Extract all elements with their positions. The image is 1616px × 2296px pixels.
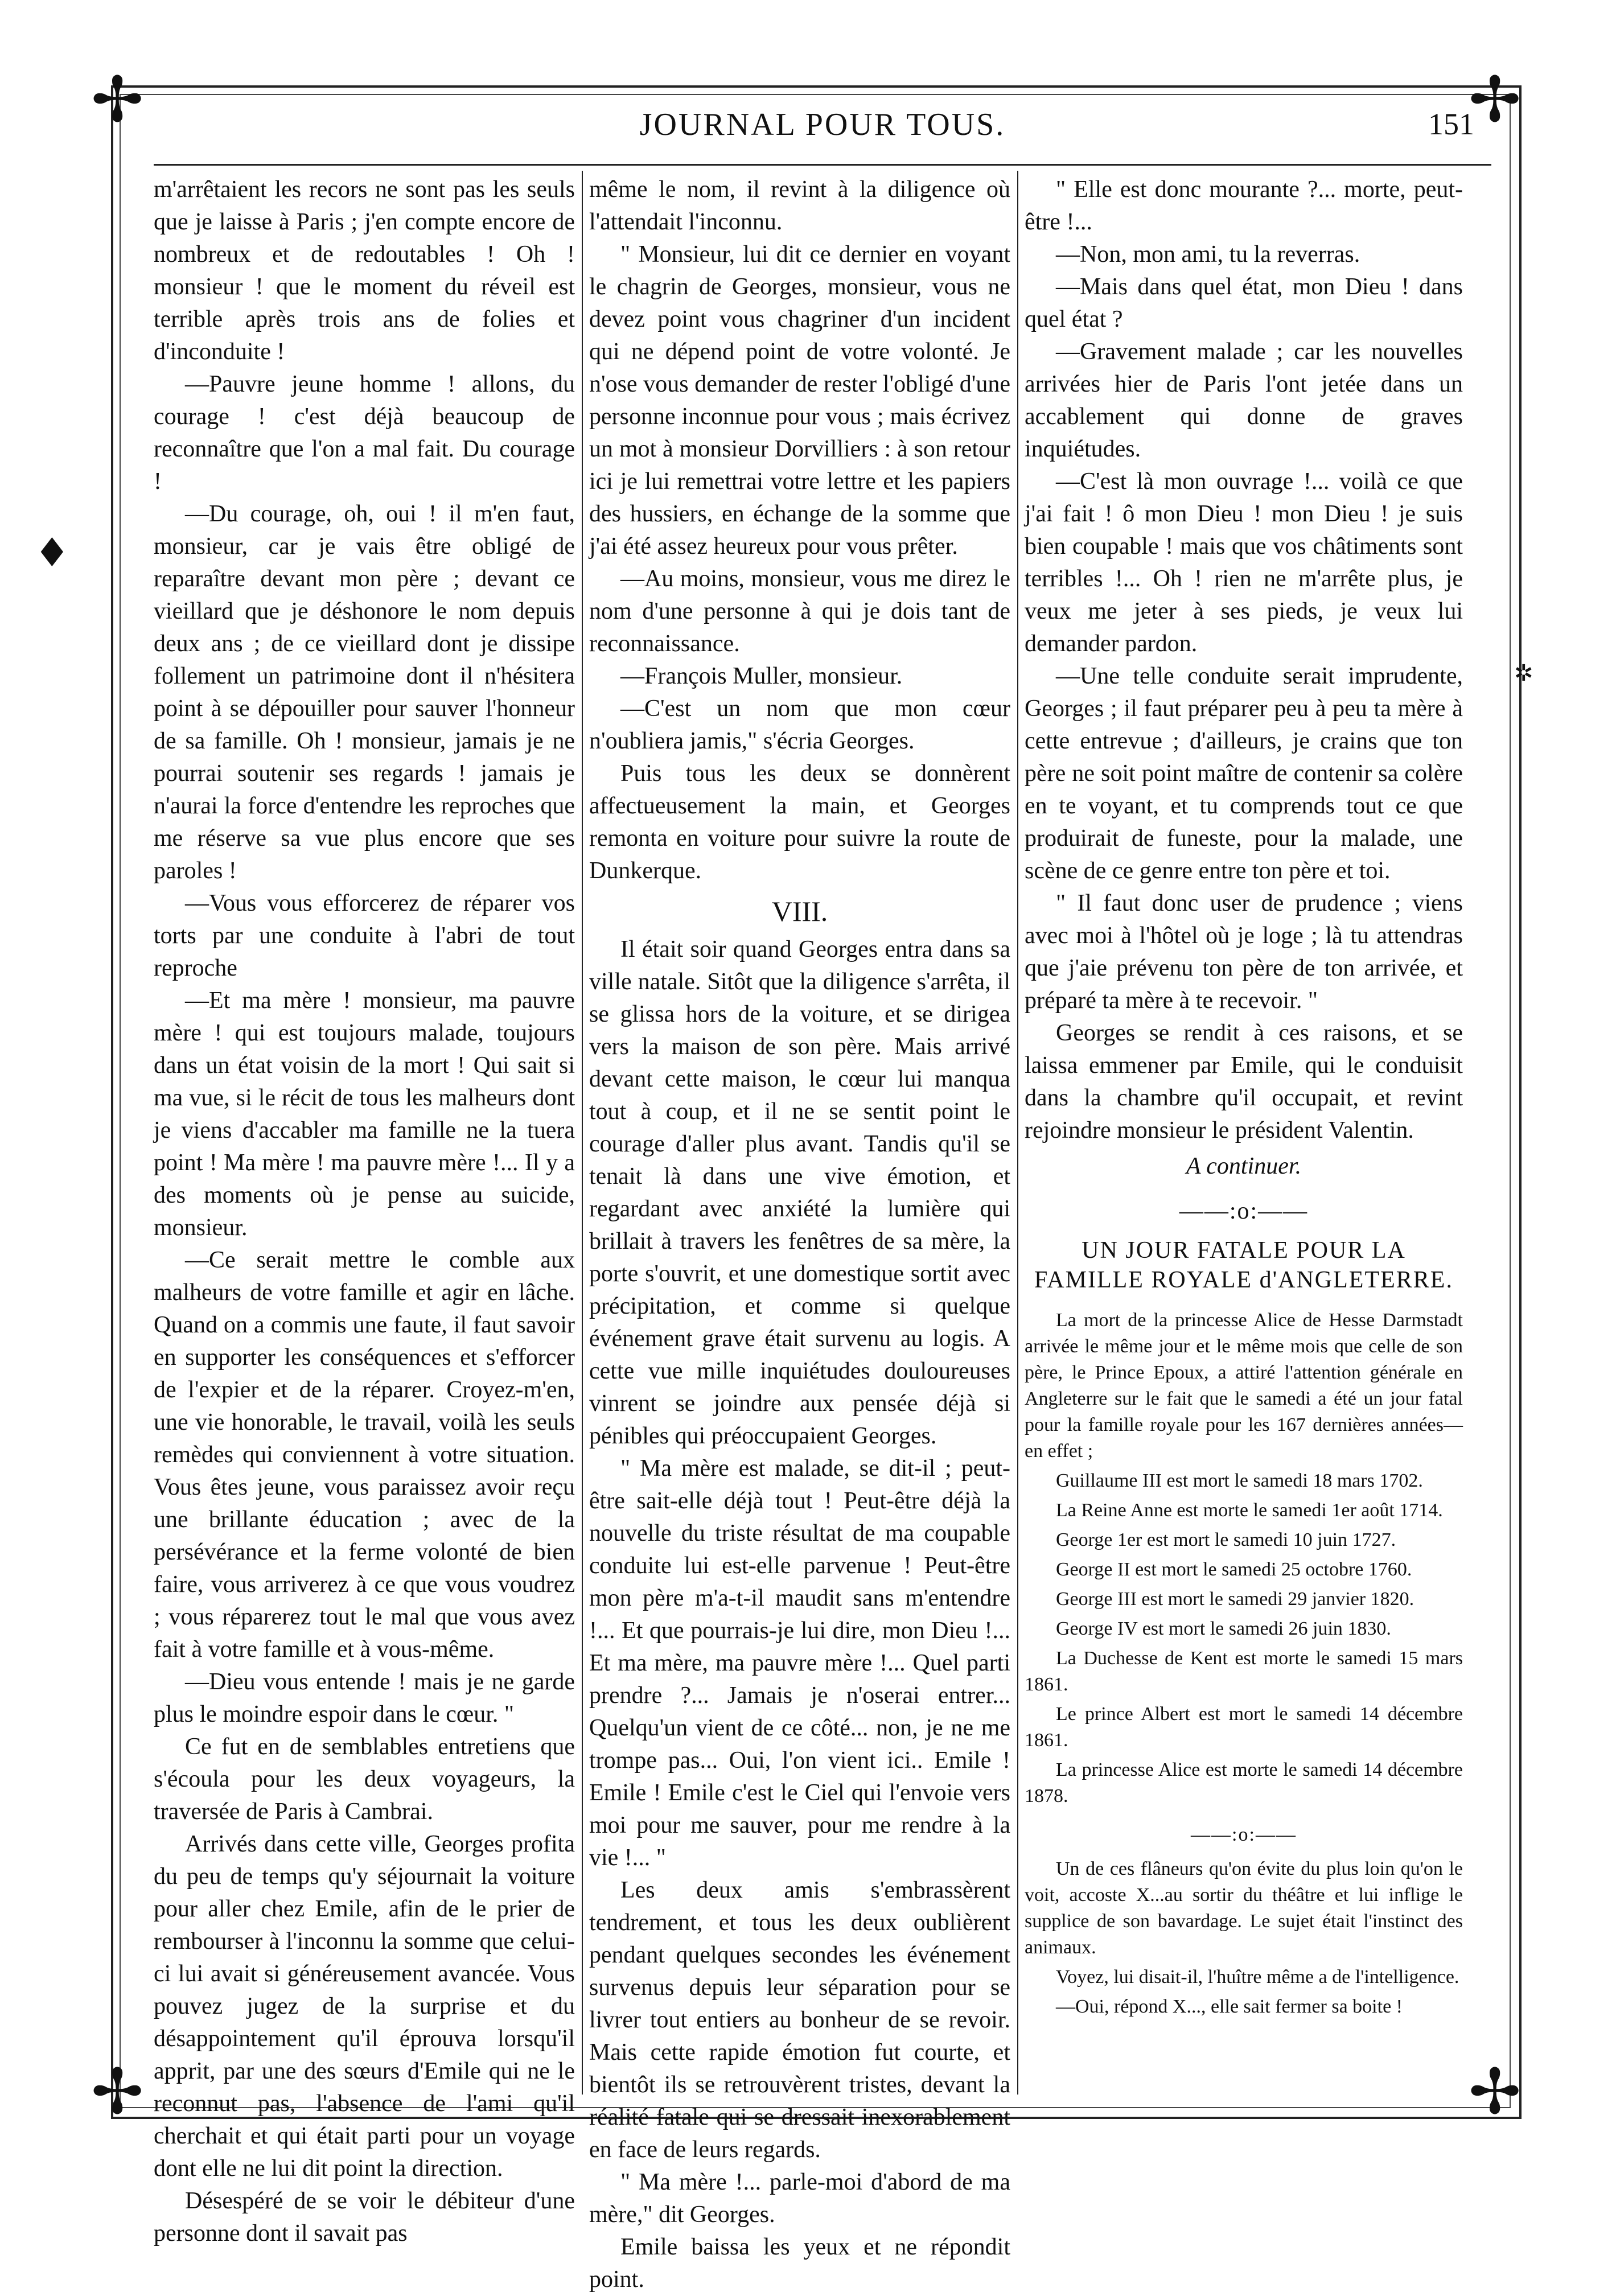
paragraph: Désespéré de se voir le débiteur d'une personne dont il savait pas bbox=[154, 2188, 575, 2246]
paragraph: —Du courage, oh, oui ! il m'en faut, monsieur, car je vais être obligé de reparaître devant mon père ; devant ce vieillard que je déshonore le nom depuis deux ans ; de ce vieillard dont je dissipe follement un patrimoine dont il n'hésitera point à se dépouiller pour sauver l'honneur de sa famille. Oh ! monsieur, jamais je ne pourrai soutenir ses regards ! jamais je n'aurai la force d'entendre les reproches que me réserve sa vue plus encore que ses paroles ! bbox=[154, 501, 575, 884]
to-be-continued: A continuer. bbox=[1186, 1153, 1302, 1179]
paragraph: —Ce serait mettre le comble aux malheurs de votre famille et agir en lâche. Quand on a commis une faute, il faut savoir en supporter les conséquences et s'efforcer de l'expier et de la réparer. Croyez-m'en, une vie honorable, le travail, voilà les seuls remèdes qui conviennent à votre situation. Vous êtes jeune, vous paraissez avoir reçu une brillante éducation ; avec de la persévérance et la ferme volonté de bien faire, vous arriverez à ce que vous voudrez ; vous réparerez tout le mal que vous avez fait à votre famille et à vous-même. bbox=[154, 1247, 575, 1663]
article-title-line: FAMILLE ROYALE d'ANGLETERRE. bbox=[1034, 1267, 1453, 1293]
list-item: Le prince Albert est mort le samedi 14 décembre 1861. bbox=[1025, 1704, 1463, 1751]
paragraph: Georges se rendit à ces raisons, et se laissa emmener par Emile, qui le conduisit dans la chambre qu'il occupait, et revint rejoindre monsieur le président Valentin. bbox=[1025, 1020, 1463, 1143]
paragraph: Puis tous les deux se donnèrent affectueusement la main, et Georges remonta en voiture pour suivre la route de Dunkerque. bbox=[589, 760, 1010, 884]
list-item: La Reine Anne est morte le samedi 1er août 1714. bbox=[1056, 1500, 1443, 1521]
paragraph: —C'est un nom que mon cœur n'oubliera jamis," s'écria Georges. bbox=[589, 696, 1010, 754]
article-title-line: UN JOUR FATALE POUR LA bbox=[1082, 1237, 1406, 1264]
paragraph: —Pauvre jeune homme ! allons, du courage ! c'est déjà beaucoup de reconnaître que l'on a mal fait. Du courage ! bbox=[154, 371, 575, 495]
paragraph: " Elle est donc mourante ?... morte, peut-être !... bbox=[1025, 176, 1463, 235]
article-title bbox=[1025, 1236, 1463, 1295]
paragraph: Il était soir quand Georges entra dans sa ville natale. Sitôt que la diligence s'arrêta, il se glissa hors de la voiture, et se dirigea vers la maison de son père. Mais arrivé devant cette maison, le cœur lui manqua tout à coup, et il ne se sentit point le courage d'aller plus avant. Tandis qu'il se tenait là dans une vive émotion, et regardant avec anxiété la lumière qui brillait à travers les fenêtres de sa mère, la porte s'ouvrit, et une domestique sortit avec précipitation, et comme si quelque événement grave était survenu au logis. A cette vue mille inquiétudes douloureuses vinrent se joindre aux pensée déjà si pénibles qui préoccupaient Georges. bbox=[589, 936, 1010, 1449]
article-body bbox=[1025, 1307, 1463, 2020]
paragraph: Un de ces flâneurs qu'on évite du plus loin qu'on le voit, accoste X...au sortir du théâtre et lui inflige le supplice de son bavardage. Le sujet était l'instinct des animaux. bbox=[1025, 1858, 1463, 1958]
left-margin-ornament-icon: ♦ bbox=[34, 529, 70, 576]
corner-ornament-bottom-left: ✢ bbox=[91, 2055, 144, 2128]
list-item: La princesse Alice est morte le samedi 14 décembre 1878. bbox=[1025, 1759, 1463, 1807]
text-column-3 bbox=[1025, 174, 1463, 2092]
paragraph: —C'est là mon ouvrage !... voilà ce que j'ai fait ! ô mon Dieu ! mon Dieu ! je suis bien coupable ! mais que vos châtiments sont terribles !... Oh ! rien ne m'arrête plus, je veux me jeter à ses pieds, je veux lui demander pardon. bbox=[1025, 468, 1463, 657]
paragraph: —Non, mon ami, tu la reverras. bbox=[1056, 241, 1360, 268]
paragraph: —Oui, répond X..., elle sait fermer sa boite ! bbox=[1056, 1996, 1403, 2017]
paragraph: —Vous vous efforcerez de réparer vos torts par une conduite à l'abri de tout reproche bbox=[154, 890, 575, 981]
paragraph: —François Muller, monsieur. bbox=[620, 663, 903, 689]
text-column-1 bbox=[154, 174, 575, 2246]
paragraph: —Gravement malade ; car les nouvelles arrivées hier de Paris l'ont jetée dans un accablement qui donne de graves inquiétudes. bbox=[1025, 339, 1463, 462]
paragraph: —Mais dans quel état, mon Dieu ! dans quel état ? bbox=[1025, 274, 1463, 332]
paragraph: même le nom, il revint à la diligence où l'attendait l'inconnu. bbox=[589, 176, 1010, 235]
paragraph: La mort de la princesse Alice de Hesse Darmstadt arrivée le même jour et le même mois que celle de son père, le Prince Epoux, a attiré l'attention générale en Angleterre sur le fait que le samedi a été un jour fatal pour la famille royale pour les 167 dernières années— en effet ; bbox=[1025, 1310, 1463, 1462]
list-item: La Duchesse de Kent est morte le samedi 15 mars 1861. bbox=[1025, 1648, 1463, 1695]
section-separator: ——:o:—— bbox=[1179, 1198, 1309, 1224]
corner-ornament-top-left: ✢ bbox=[91, 63, 144, 136]
page-header bbox=[142, 100, 1503, 162]
paragraph: —Dieu vous entende ! mais je ne garde plus le moindre espoir dans le cœur. " bbox=[154, 1669, 575, 1727]
section-separator: ——:o:—— bbox=[1191, 1824, 1297, 1845]
paragraph: " Monsieur, lui dit ce dernier en voyant le chagrin de Georges, monsieur, vous ne devez point vous chagriner d'un incident qui ne dépend point de votre volonté. Je n'ose vous demander de rester l'obligé d'une personne inconnue pour vous ; mais écrivez un mot à monsieur Dorvilliers : à son retour ici je lui remettrai votre lettre et les papiers des hussiers, en échange de la somme que j'ai été assez heureux pour vous prêter. bbox=[589, 241, 1010, 559]
paragraph: " Il faut donc user de prudence ; viens avec moi à l'hôtel où je loge ; là tu attendras que j'aie prévenu ton père de ton arrivée, et préparé ta mère à te recevoir. " bbox=[1025, 890, 1463, 1014]
paragraph: Arrivés dans cette ville, Georges profita du peu de temps qu'y séjournait la voiture pour aller chez Emile, afin de le prier de rembourser à l'inconnu la somme que celui-ci lui avait si généreusement avancée. Vous pouvez jugez de la surprise et du désappointement qu'il éprouva lorsqu'il apprit, par une des sœurs d'Emile qui ne le reconnut pas, l'absence de l'ami qu'il cherchait et qui était parti pour un voyage dont elle ne lui dit point la direction. bbox=[154, 1831, 575, 2182]
running-title: JOURNAL POUR TOUS. bbox=[639, 107, 1006, 142]
corner-ornament-top-right: ✢ bbox=[1469, 63, 1522, 136]
paragraph: —Une telle conduite serait imprudente, Georges ; il faut préparer peu à peu ta mère à cette entrevue ; d'ailleurs, je crains que ton père ne soit point maître de contenir sa colère en te voyant, et tu comprends tout ce que produirait de funeste, pour la malade, une scène de ce genre entre ton père et toi. bbox=[1025, 663, 1463, 884]
column-divider bbox=[1017, 171, 1018, 2095]
text-column-2 bbox=[589, 174, 1010, 2293]
list-item: George III est mort le samedi 29 janvier 1820. bbox=[1056, 1589, 1414, 1610]
header-rule bbox=[154, 164, 1491, 166]
list-item: George 1er est mort le samedi 10 juin 1727. bbox=[1056, 1529, 1396, 1550]
paragraph: Emile baissa les yeux et ne répondit point. bbox=[589, 2234, 1010, 2293]
paragraph: " Ma mère est malade, se dit-il ; peut-être sait-elle déjà tout ! Peut-être déjà la nouvelle du triste résultat de ma coupable conduite lui est-elle parvenue ! Peut-être mon père m'a-t-il maudit sans m'entendre !... Et que pourrais-je lui dire, mon Dieu !... Et ma mère, ma pauvre mère !... Quel parti prendre ?... Jamais je n'oserai entrer... Quelqu'un vient de ce côté... non, je ne me trompe pas... Oui, l'on vient ici.. Emile ! Emile ! Emile c'est le Ciel qui l'envoie vers moi pour me sauver, pour me rendre à la vie !... " bbox=[589, 1455, 1010, 1871]
list-item: George IV est mort le samedi 26 juin 1830. bbox=[1056, 1618, 1391, 1639]
chapter-heading: VIII. bbox=[771, 895, 828, 927]
list-item: George II est mort le samedi 25 octobre 1760. bbox=[1056, 1559, 1412, 1580]
paragraph: Ce fut en de semblables entretiens que s'écoula pour les deux voyageurs, la traversée de Paris à Cambrai. bbox=[154, 1734, 575, 1825]
paragraph: m'arrêtaient les recors ne sont pas les seuls que je laisse à Paris ; j'en compte encore de nombreux et de redoutables ! Oh ! monsieur ! que le moment du réveil est terrible après trois ans de folies et d'inconduite ! bbox=[154, 176, 575, 365]
paragraph: Voyez, lui disait-il, l'huître même a de l'intelligence. bbox=[1056, 1966, 1459, 1988]
paragraph: " Ma mère !... parle-moi d'abord de ma mère," dit Georges. bbox=[589, 2169, 1010, 2228]
list-item: Guillaume III est mort le samedi 18 mars 1702. bbox=[1056, 1470, 1423, 1491]
column-divider bbox=[582, 171, 583, 2095]
paragraph: —Et ma mère ! monsieur, ma pauvre mère ! qui est toujours malade, toujours dans un état voisin de la mort ! Qui sait si ma vue, si le récit de tous les malheurs dont je viens d'accabler ma famille ne la tuera point ! Ma mère ! ma pauvre mère !... Il y a des moments où je pense au suicide, monsieur. bbox=[154, 987, 575, 1241]
corner-ornament-bottom-right: ✢ bbox=[1469, 2055, 1522, 2128]
paragraph: Les deux amis s'embrassèrent tendrement, et tous les deux oublièrent pendant quelques secondes les événement survenus depuis leur séparation pour se livrer tout entiers au bonheur de se revoir. Mais cette rapide émotion fut courte, et bientôt ils se retrouvèrent tristes, devant la réalité fatale qui se dressait inexorablement en face de leurs regards. bbox=[589, 1877, 1010, 2163]
paragraph: —Au moins, monsieur, vous me direz le nom d'une personne à qui je dois tant de reconnaissance. bbox=[589, 566, 1010, 657]
page-number: 151 bbox=[1428, 107, 1474, 141]
right-margin-ornament-icon: ✲ bbox=[1514, 660, 1533, 686]
